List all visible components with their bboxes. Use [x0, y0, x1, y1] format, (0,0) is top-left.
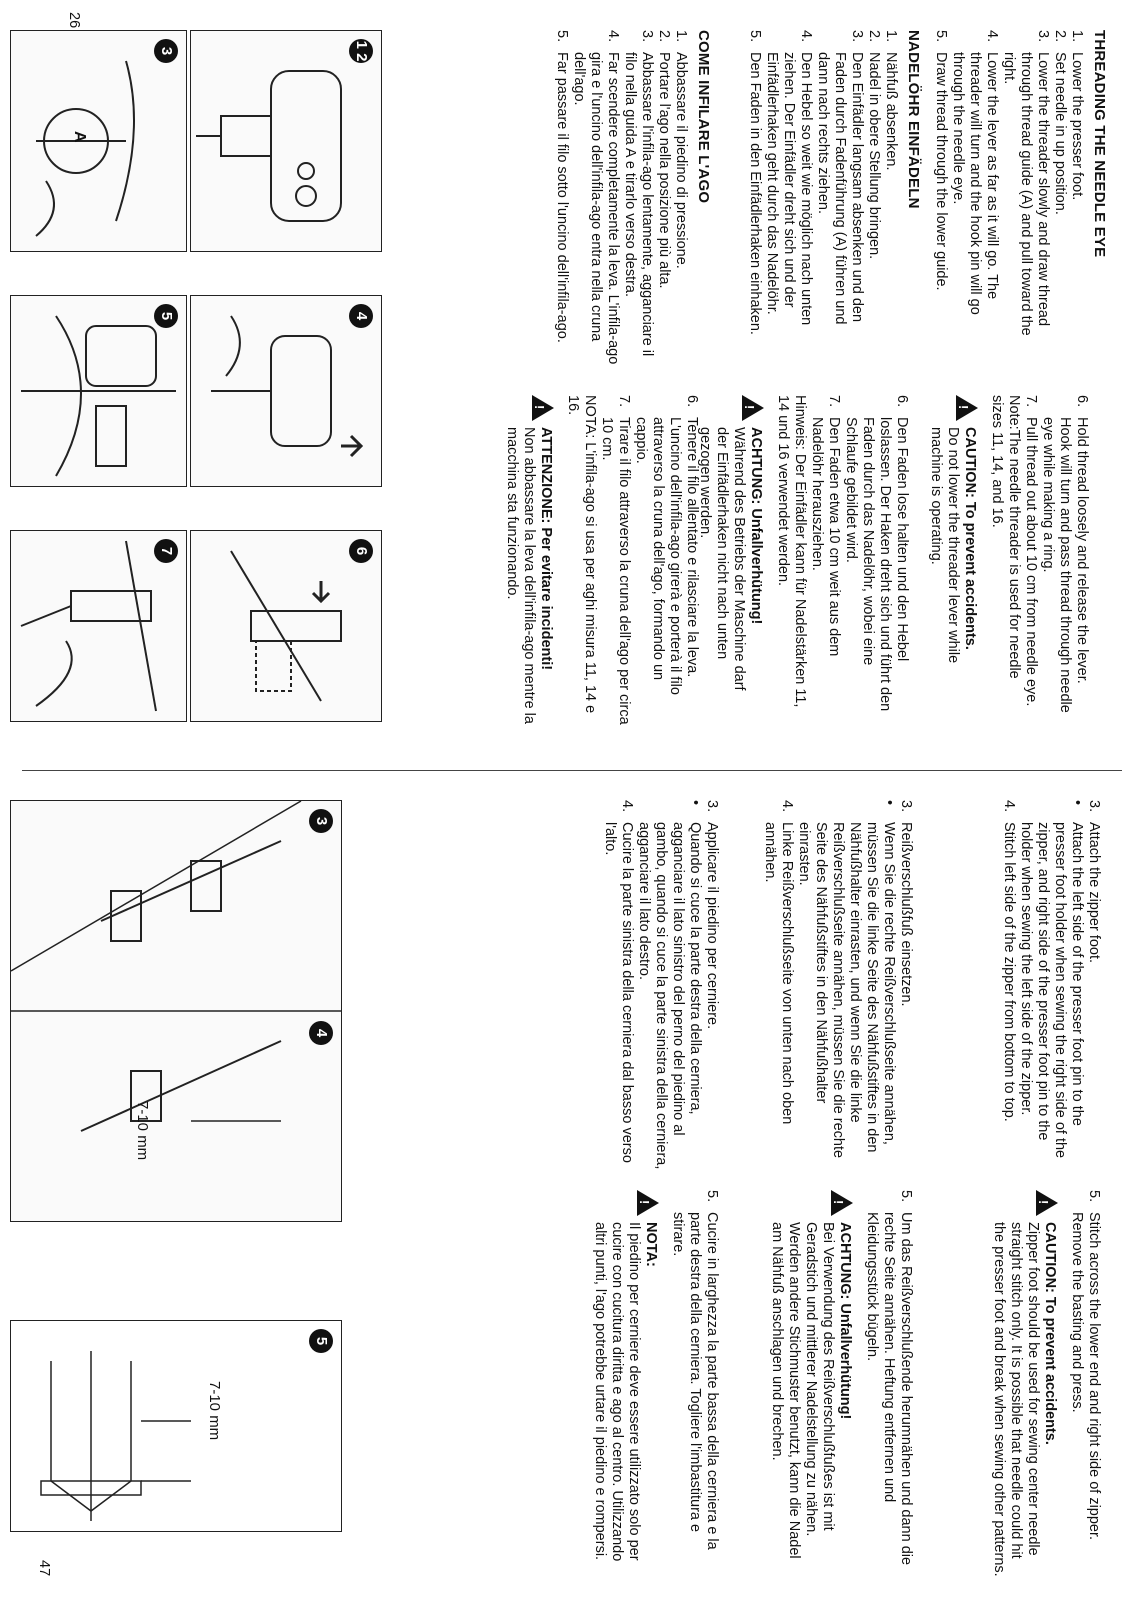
figure-label: 7-10 mm	[134, 1101, 151, 1161]
step-list	[761, 800, 914, 1170]
step-number: 4.	[798, 30, 814, 43]
note-text: NOTA: L'infila-ago si usa per aghi misura 11, 14 e 16.	[565, 395, 598, 714]
figure-zipper-5	[10, 1320, 342, 1532]
list-item	[932, 30, 949, 340]
step-text: Den Hebel so weit wie möglich nach unten ziehen. Der Einfädler dreht sich und der Einfädlerhaken geht durch das Nadelöhr.	[764, 52, 814, 326]
figure-3	[10, 30, 187, 252]
english-column-left-2	[923, 395, 1090, 715]
step-number: 3.	[849, 30, 865, 43]
zipper-diagram-icon	[11, 1321, 341, 1531]
section-title: THREADING THE NEEDLE EYE	[1091, 30, 1108, 258]
step-list	[863, 1190, 914, 1580]
step-text: Lower the lever as far as it will go. The threader will turn and the hook pin will go through the needle eye.	[950, 52, 1000, 315]
german-column-right	[761, 800, 914, 1170]
figure-badge: 3	[154, 39, 178, 63]
step-text: Linke Reißverschlußseite von unten nach oben annähen.	[762, 822, 795, 1125]
list-item	[808, 395, 842, 715]
step-list	[598, 395, 700, 725]
list-item	[865, 30, 882, 360]
step-text: Hold thread loosely and release the lever. Hook will turn and pass thread through needle eye while making a ring.	[1040, 417, 1090, 713]
caution-title: NOTA:	[643, 1222, 659, 1267]
figure-badge: 3	[309, 809, 333, 833]
figure-badge: 5	[309, 1329, 333, 1353]
caution-text: Do not lower the threader lever while machine is operating.	[928, 427, 961, 664]
list-item	[621, 30, 655, 370]
list-item	[1000, 30, 1051, 340]
figure-badge: 6	[349, 539, 373, 563]
step-text: Stitch left side of the zipper from bottom to top.	[1001, 822, 1017, 1122]
step-text: Tenere il filo allentato e rilasciare la leva. L'uncino dell'infila-ago girerà e porterà il filo attraverso la cruna dell'ago, formando un cappio.	[633, 417, 700, 695]
caution-box	[696, 395, 764, 715]
section-title: COME INFILARE L'AGO	[695, 30, 712, 204]
warning-triangle-icon	[742, 395, 764, 421]
step-list	[808, 395, 910, 715]
step-number: 6.	[684, 395, 700, 408]
step-text: Cucire la parte sinistra della cerniera dal basso verso l'alto.	[602, 822, 635, 1163]
step-text: Den Faden etwa 10 cm weit aus dem Nadelöhr herausziehen.	[809, 417, 842, 657]
step-number: •	[881, 800, 897, 806]
list-item	[635, 800, 703, 1170]
step-text: Attach the left side of the presser foot pin to the presser foot holder when sewing the right side of the zipper, and right side of the presser foot pin to the holder when sewing the left side of the zipper.	[1018, 822, 1085, 1159]
step-text: Draw thread through the lower guide.	[933, 52, 949, 291]
step-number: 4.	[605, 30, 621, 43]
caution-text: Während des Betriebs der Maschine darf der Einfädlerhaken nicht nach unten gezogen werden.	[697, 427, 747, 691]
step-number: 3.	[1035, 30, 1051, 43]
step-text: Far passare il filo sotto l'uncino dell'infila-ago.	[554, 52, 570, 343]
caution-title: ATTENZIONE: Per evitare incidenti!	[538, 427, 554, 671]
warning-triangle-icon	[637, 1190, 659, 1216]
warning-triangle-icon	[831, 1190, 853, 1216]
step-text: Den Einfädler langsam absenken und den Faden durch Fadenführung (A) führen und dann nach rechts ziehen.	[815, 52, 865, 325]
step-text: Lower the presser foot.	[1069, 52, 1085, 201]
page-divider	[22, 770, 1122, 771]
list-item	[882, 30, 899, 360]
figure-badge: 1 2	[349, 39, 373, 63]
list-item	[1017, 800, 1085, 1170]
list-item	[669, 1190, 720, 1580]
italian-column-left	[553, 30, 712, 370]
step-text: Nähfuß absenken.	[883, 52, 899, 171]
step-number: 2.	[1052, 30, 1068, 43]
page-number-text: 26	[66, 12, 82, 29]
step-text: Lower the threader slowly and draw thread through thread guide (A) and pull toward the right.	[1001, 52, 1051, 336]
list-item	[842, 395, 910, 715]
caution-box	[503, 395, 554, 725]
step-text: Den Faden in den Einfädlerhaken einhaken.	[747, 52, 763, 335]
step-list	[746, 30, 899, 360]
step-text: Applicare il piedino per cerniere.	[704, 822, 720, 1030]
figure-badge: 5	[154, 304, 178, 328]
warning-triangle-icon	[956, 395, 978, 421]
list-item	[1022, 395, 1039, 715]
step-text: Attach the zipper foot.	[1086, 822, 1102, 964]
english-column-right-2	[986, 1190, 1102, 1580]
step-number: 7.	[1023, 395, 1039, 408]
list-item	[601, 800, 635, 1170]
list-item	[1051, 30, 1068, 340]
step-number: 5.	[1086, 1190, 1102, 1203]
list-item	[570, 30, 621, 370]
list-item	[703, 800, 720, 1170]
step-number: 2.	[866, 30, 882, 43]
step-number: 5.	[704, 1190, 720, 1203]
figure-label: A	[71, 131, 88, 143]
step-text: Abbassare l'infila-ago lentamente, agganciare il filo nella guida A e tirarlo verso destra.	[622, 52, 655, 357]
step-text: Pull thread out about 10 cm from needle eye.	[1023, 417, 1039, 707]
step-list	[669, 1190, 720, 1580]
figure-4	[190, 295, 382, 487]
caution-box	[927, 395, 978, 715]
step-text: Tirare il filo attraverso la cruna dell'ago per circa 10 cm.	[599, 417, 632, 725]
threader-hook-icon	[11, 31, 186, 251]
step-number: 5.	[554, 30, 570, 43]
italian-column-right	[601, 800, 720, 1170]
italian-column-left-2	[499, 395, 700, 725]
step-text: Cucire in larghezza la parte bassa della cerniera e la parte destra della cerniera. Togliere l'imbastitura e stirare.	[670, 1212, 720, 1550]
step-number: 1.	[673, 30, 689, 43]
step-number: 5.	[898, 1190, 914, 1203]
step-number: 3.	[639, 30, 655, 43]
figure-badge: 4	[309, 1021, 333, 1045]
step-number: 3.	[704, 800, 720, 813]
step-text: Abbassare il piedino di pressione.	[673, 52, 689, 269]
step-list	[1022, 395, 1090, 715]
step-number: 7.	[616, 395, 632, 408]
step-list	[553, 30, 689, 370]
caution-title: CAUTION: To prevent accidents.	[1042, 1222, 1058, 1445]
caution-box	[768, 1190, 853, 1580]
figure-zipper-3-4	[10, 800, 342, 1222]
step-number: 2.	[656, 30, 672, 43]
note-text: Hinweis: Der Einfädler kann für Nadelstärken 11, 14 und 16 verwendet werden.	[775, 395, 808, 708]
step-text: Nadel in obere Stellung bringen.	[866, 52, 882, 260]
figure-1-2	[190, 30, 382, 252]
step-number: 4.	[984, 30, 1000, 43]
english-column-right	[1000, 800, 1102, 1170]
step-text: Reißverschlußfuß einsetzen.	[898, 822, 914, 1007]
figure-label: 7-10 mm	[206, 1381, 223, 1441]
figure-badge: 4	[349, 304, 373, 328]
caution-box	[990, 1190, 1058, 1580]
step-number: 6.	[1074, 395, 1090, 408]
step-list	[932, 30, 1085, 340]
list-item	[761, 800, 795, 1170]
german-column-left-2	[692, 395, 910, 715]
list-item	[863, 1190, 914, 1580]
list-item	[598, 395, 632, 725]
step-text: Portare l'ago nella posizione più alta.	[656, 52, 672, 289]
step-text: Wenn Sie die rechte Reißverschlußseite annähen, müssen Sie die linke Seite des Nähfußstiftes in den Nähfußhalter einrasten, und wenn Sie die linke Reißverschlußseite annähen, müssen Sie die rechte Seite des Nähfußstiftes in den Nähfußhalter einrasten.	[796, 822, 897, 1159]
figure-badge: 7	[154, 539, 178, 563]
italian-column-right-2	[587, 1190, 720, 1580]
caution-text: Il piedino per cerniere deve essere utilizzato solo per cucire con cucitura diritta e ago al centro. Utilizzando altri punti, l'ago potrebbe urtare il piedino e rompersi.	[592, 1222, 642, 1562]
figure-7	[10, 530, 187, 722]
zipper-foot-icon	[11, 801, 341, 1221]
step-number: 1.	[1069, 30, 1085, 43]
figure-6	[190, 530, 382, 722]
caution-title: ACHTUNG: Unfallverhütung!	[837, 1222, 853, 1420]
step-text: Far scendere completamente la leva. L'infila-ago gira e l'uncino dell'infila-ago entra nella cruna dell'ago.	[571, 52, 621, 365]
step-number: 5.	[747, 30, 763, 43]
step-number: 4.	[779, 800, 795, 813]
caution-title: ACHTUNG: Unfallverhütung!	[748, 427, 764, 625]
caution-text: Bei Verwendung des Reißverschlußfußes ist mit Geradstich und mittlerer Nadelstellung zu nähen. Werden andere Stichmuster benutzt, kann die Nadel am Nähfuß anschlagen und brechen.	[769, 1222, 836, 1559]
warning-triangle-icon	[1036, 1190, 1058, 1216]
step-text: Set needle in up position.	[1052, 52, 1068, 215]
list-item	[897, 800, 914, 1170]
list-item	[655, 30, 672, 370]
page-number-text: 47	[36, 1560, 52, 1577]
list-item	[1068, 30, 1085, 340]
caution-text: Zipper foot should be used for sewing center needle straight stitch only. It is possible that needle could hit the presser foot and break when sewing other patterns.	[991, 1222, 1041, 1577]
list-item	[746, 30, 763, 360]
list-item	[814, 30, 865, 360]
step-list	[1068, 1190, 1102, 1580]
page-number-right	[35, 1560, 52, 1600]
caution-text: Non abbassare la leva dell'infila-ago mentre la macchina sta funzionando.	[504, 427, 537, 724]
list-item	[949, 30, 1000, 340]
list-item	[1068, 1190, 1102, 1580]
figure-5	[10, 295, 187, 487]
warning-triangle-icon	[532, 395, 554, 421]
section-title: NADELÖHR EINFÄDELN	[905, 30, 922, 209]
list-item	[763, 30, 814, 360]
list-item	[795, 800, 897, 1170]
step-number: 3.	[898, 800, 914, 813]
caution-box	[591, 1190, 659, 1580]
step-number: 4.	[619, 800, 635, 813]
step-number: 1.	[883, 30, 899, 43]
sewing-machine-head-icon	[191, 31, 381, 251]
step-number: 4.	[1001, 800, 1017, 813]
step-number: 5.	[933, 30, 949, 43]
list-item	[632, 395, 700, 725]
step-number: 3.	[1086, 800, 1102, 813]
note-text: Note:The needle threader is used for needle sizes 11, 14, and 16.	[989, 395, 1022, 679]
step-number: •	[1069, 800, 1085, 806]
english-column-left	[932, 30, 1108, 340]
list-item	[553, 30, 570, 370]
step-text: Um das Reißverschlußende herumnähen und dann die rechte Seite annähen. Heftung entfernen und Kleidungsstück bügeln.	[864, 1212, 914, 1566]
list-item	[1000, 800, 1017, 1170]
list-item	[1085, 800, 1102, 1170]
german-column-left	[746, 30, 922, 360]
step-text: Den Faden lose halten und den Hebel loslassen. Der Haken dreht sich und führt den Faden durch das Nadelöhr, wobei eine Schlaufe gebildet wird.	[843, 417, 910, 712]
step-text: Stitch across the lower end and right side of zipper. Remove the basting and press.	[1069, 1212, 1102, 1541]
step-text: Quando si cuce la parte destra della cerniera, agganciare il lato sinistro del perno del piedino al gambo, quando si cuce la parte sinistra della cerniera, agganciare il lato destro.	[636, 822, 703, 1170]
step-list	[601, 800, 720, 1170]
german-column-right-2	[764, 1190, 914, 1580]
step-list	[1000, 800, 1102, 1170]
step-number: 6.	[894, 395, 910, 408]
step-number: 7.	[826, 395, 842, 408]
caution-title: CAUTION: To prevent accidents.	[962, 427, 978, 650]
step-number: •	[687, 800, 703, 806]
list-item	[672, 30, 689, 370]
list-item	[1039, 395, 1090, 715]
